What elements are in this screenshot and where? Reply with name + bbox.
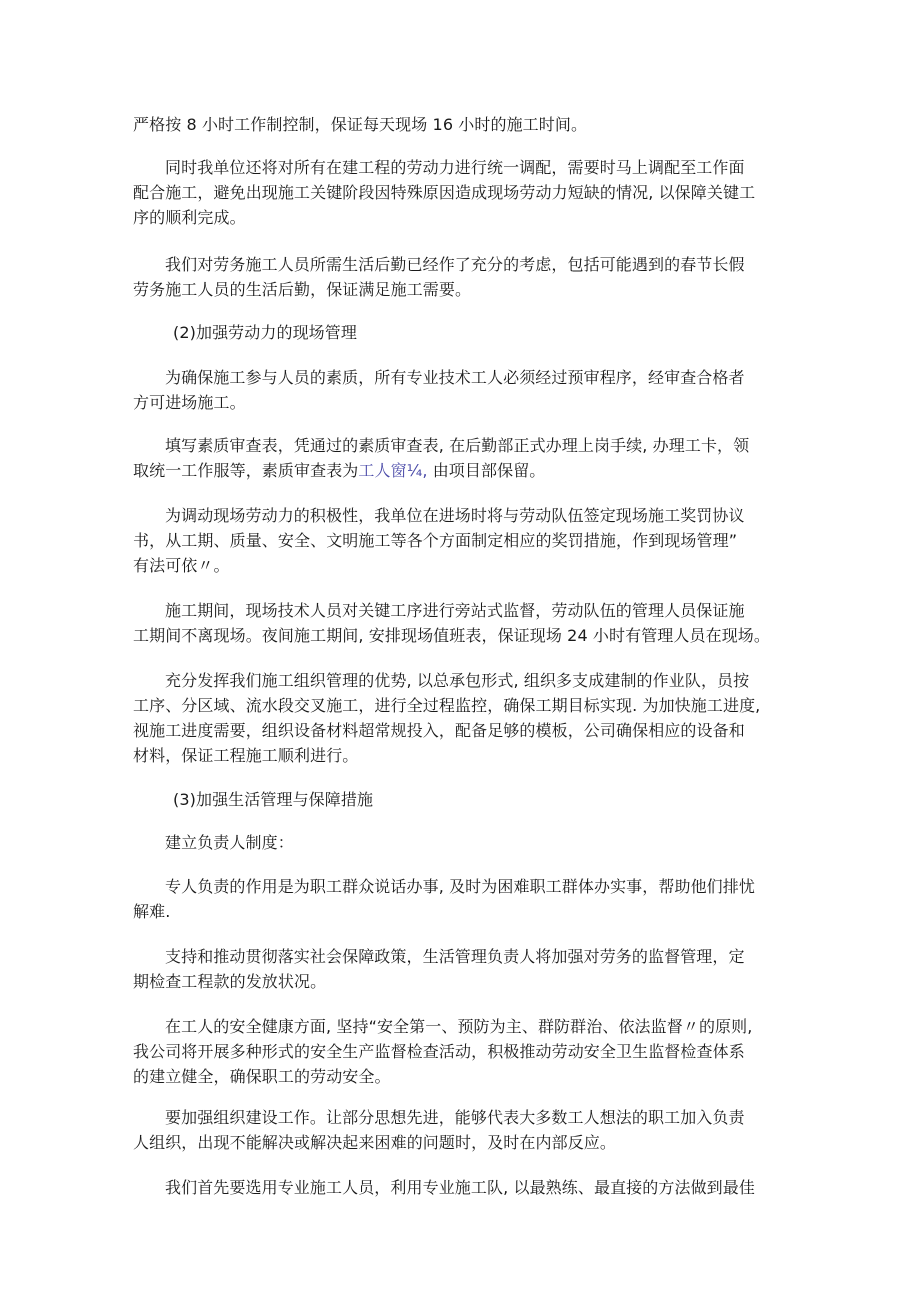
text-line: 材料，保证工程施工顺利进行。 <box>133 746 359 765</box>
text-line: 工期间不离现场。夜间施工期间, 安排现场值班表，保证现场 24 小时有管理人员在现场。 <box>133 626 771 645</box>
paragraph-13 <box>133 944 793 994</box>
text-line: 人组织，出现不能解决或解决起来困难的问题时，及时在内部反应。 <box>133 1133 617 1152</box>
paragraph-14 <box>133 1014 793 1089</box>
paragraph-2 <box>133 155 793 230</box>
text-line: 劳务施工人员的生活后勤，保证满足施工需要。 <box>133 280 472 299</box>
text-line: 充分发挥我们施工组织管理的优势, 以总承包形式, 组织多支成建制的作业队，员按 <box>165 671 750 690</box>
text-line <box>133 458 793 483</box>
paragraph-8 <box>133 598 793 648</box>
paragraph-15 <box>133 1105 793 1155</box>
heading-text: (2)加强劳动力的现场管理 <box>173 323 357 342</box>
paragraph-5 <box>133 365 793 415</box>
text-line: 在工人的安全健康方面, 坚持“安全第一、预防为主、群防群治、依法监督〃的原则, <box>165 1017 753 1036</box>
text-line: 支持和推动贯彻落实社会保障政策，生活管理负责人将加强对劳务的监督管理，定 <box>165 947 745 966</box>
paragraph-16 <box>133 1175 793 1200</box>
text-line: 施工期间，现场技术人员对关键工序进行旁站式监督，劳动队伍的管理人员保证施 <box>165 601 745 620</box>
text-line: 序的顺利完成。 <box>133 208 246 227</box>
paragraph-12 <box>133 874 793 924</box>
text-line: 为确保施工参与人员的素质，所有专业技术工人必须经过预审程序，经审查合格者 <box>165 368 745 387</box>
text-line: 我们首先要选用专业施工人员，利用专业施工队, 以最熟练、最直接的方法做到最佳 <box>165 1178 755 1197</box>
text-segment: 由项目部保留。 <box>427 461 546 480</box>
text-line: 有法可依〃。 <box>133 556 230 575</box>
text-line: 工序、分区域、流水段交叉施工，进行全过程监控，确保工期目标实现. 为加快施工进度, <box>133 696 761 715</box>
text-line: 视施工进度需要，组织设备材料超常规投入，配备足够的模板，公司确保相应的设备和 <box>133 721 745 740</box>
text-line: 配合施工，避免出现施工关键阶段因特殊原因造成现场劳动力短缺的情况, 以保障关键工 <box>133 183 756 202</box>
text-line: 为调动现场劳动力的积极性，我单位在进场时将与劳动队伍签定现场施工奖罚协议 <box>165 506 745 525</box>
paragraph-3 <box>133 252 793 302</box>
form-reference-link[interactable]: 工人窗¼, <box>358 461 428 480</box>
section-heading-2 <box>133 320 793 345</box>
text-line: 我公司将开展多种形式的安全生产监督检查活动，积极推动劳动安全卫生监督检查体系 <box>133 1042 745 1061</box>
paragraph-11 <box>133 830 793 855</box>
text-line: 建立负责人制度： <box>165 833 294 852</box>
paragraph-9 <box>133 668 793 768</box>
heading-text: (3)加强生活管理与保障措施 <box>173 790 374 809</box>
text-line: 我们对劳务施工人员所需生活后勤已经作了充分的考虑，包括可能遇到的春节长假 <box>165 255 745 274</box>
paragraph-1 <box>133 112 793 137</box>
text-line: 解难. <box>133 902 171 921</box>
text-line: 的建立健全，确保职工的劳动安全。 <box>133 1067 391 1086</box>
paragraph-6 <box>133 433 793 483</box>
paragraph-7 <box>133 503 793 578</box>
text-line: 期检查工程款的发放状况。 <box>133 972 327 991</box>
section-heading-3 <box>133 787 793 812</box>
text-line: 同时我单位还将对所有在建工程的劳动力进行统一调配，需要时马上调配至工作面 <box>165 158 745 177</box>
text-segment: 取统一工作服等，素质审查表为 <box>133 461 359 480</box>
text-line: 书，从工期、质量、安全、文明施工等各个方面制定相应的奖罚措施，作到现场管理” <box>133 531 738 550</box>
text-line: 专人负责的作用是为职工群众说话办事, 及时为困难职工群体办实事，帮助他们排忧 <box>165 877 755 896</box>
text-line: 方可进场施工。 <box>133 393 246 412</box>
text-line: 填写素质审查表，凭通过的素质审查表, 在后勤部正式办理上岗手续, 办理工卡，领 <box>165 436 750 455</box>
text-line: 严格按 8 小时工作制控制，保证每天现场 16 小时的施工时间。 <box>133 115 588 134</box>
text-line: 要加强组织建设工作。让部分思想先进，能够代表大多数工人想法的职工加入负责 <box>165 1108 745 1127</box>
